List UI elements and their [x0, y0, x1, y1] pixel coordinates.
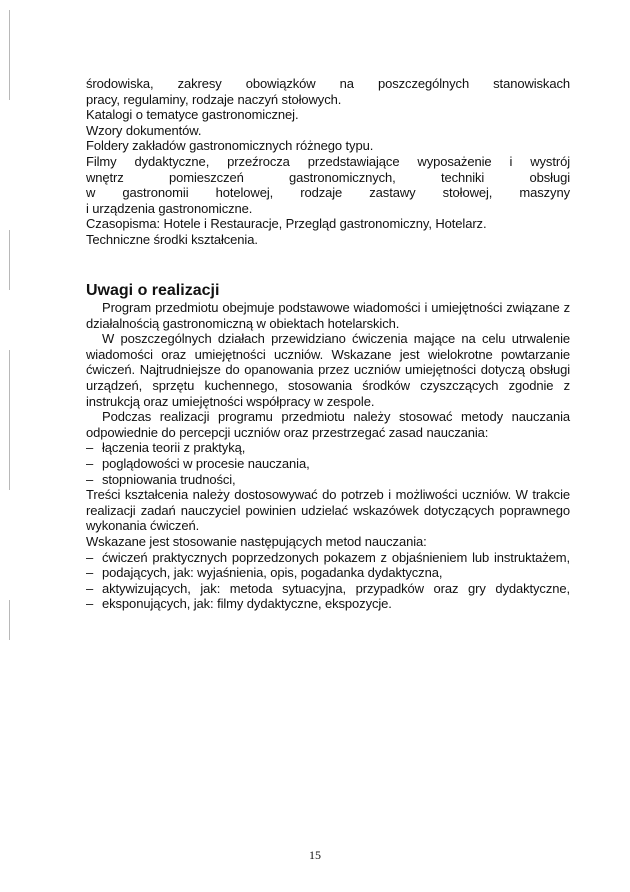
dash-bullet: –	[86, 471, 94, 487]
methods-list	[86, 550, 570, 612]
dash-bullet: –	[86, 455, 94, 471]
dash-bullet: –	[86, 440, 94, 456]
text-line: Filmy dydaktyczne, przeźrocza przedstawiające wyposażenie i wystrój	[86, 153, 570, 169]
dash-bullet: –	[86, 580, 94, 596]
list-item-text: łączenia teorii z praktyką,	[102, 440, 246, 456]
dash-bullet: –	[86, 596, 94, 612]
list-item-text: podających, jak: wyjaśnienia, opis, pogadanka dydaktyczna,	[102, 565, 443, 581]
list-item	[86, 565, 570, 581]
dash-bullet: –	[86, 549, 94, 565]
scan-edge-mark	[9, 230, 10, 290]
list-item-text: ćwiczeń praktycznych poprzedzonych pokazem z objaśnieniem lub instruktażem,	[102, 549, 570, 565]
text-line: w gastronomii hotelowej, rodzaje zastawy stołowej, maszyny	[86, 185, 570, 201]
principles-list	[86, 440, 570, 487]
paragraph-program: Program przedmiotu obejmuje podstawowe wiadomości i umiejętności związane z działalnością gastronomiczną w obiektach hotelarskich.	[86, 300, 570, 331]
text-line: Wzory dokumentów.	[86, 122, 202, 138]
text-line: środowiska, zakresy obowiązków na poszczególnych stanowiskach	[86, 76, 570, 91]
page-number: 15	[309, 848, 321, 862]
text-line: Czasopisma: Hotele i Restauracje, Przegląd gastronomiczny, Hotelarz.	[86, 216, 487, 232]
scan-edge-mark	[9, 10, 10, 100]
text-line: Katalogi o tematyce gastronomicznej.	[86, 107, 299, 123]
list-item-text: eksponujących, jak: filmy dydaktyczne, ekspozycje.	[102, 596, 392, 612]
text-line: Foldery zakładów gastronomicznych różnego typu.	[86, 138, 374, 154]
scan-edge-mark	[9, 350, 10, 490]
section-body	[86, 300, 570, 612]
list-item	[86, 472, 570, 488]
paragraph-methods-intro: Podczas realizacji programu przedmiotu należy stosować metody nauczania odpowiednie do percepcji uczniów oraz przestrzegać zasad nauczania:	[86, 409, 570, 440]
paragraph-content-adaptation: Treści kształcenia należy dostosowywać do potrzeb i możliwości uczniów. W trakcie realizacji zadań nauczyciel powinien udzielać wskazówek dotyczących poprawnego wykonania ćwiczeń.	[86, 487, 570, 534]
list-item	[86, 456, 570, 472]
text-line: wnętrz pomieszczeń gastronomicznych, techniki obsługi	[86, 169, 570, 185]
list-item-text: aktywizujących, jak: metoda sytuacyjna, przypadków oraz gry dydaktyczne,	[102, 580, 570, 596]
list-item-text: poglądowości w procesie nauczania,	[102, 455, 310, 471]
list-item	[86, 581, 570, 597]
list-item	[86, 550, 570, 566]
list-item	[86, 440, 570, 456]
section-heading: Uwagi o realizacji	[86, 282, 220, 299]
text-line: pracy, regulaminy, rodzaje naczyń stołowych.	[86, 91, 342, 107]
text-line: i urządzenia gastronomiczne.	[86, 200, 253, 216]
list-item-text: stopniowania trudności,	[102, 471, 236, 487]
list-item	[86, 596, 570, 612]
paragraph-exercises: W poszczególnych działach przewidziano ćwiczenia mające na celu utrwalenie wiadomości oraz umiejętności uczniów. Wskazane jest wielokrotne powtarzanie ćwiczeń. Najtrudniejsze do opanowania przez uczniów umiejętności dotyczą obsługi urządzeń, sprzętu kuchennego, stosowania środków czyszczących zgodnie z instrukcją oraz umiejętności współpracy w zespole.	[86, 331, 570, 409]
text-line: Techniczne środki kształcenia.	[86, 231, 258, 247]
scan-edge-mark	[9, 600, 10, 640]
resources-list	[86, 76, 570, 248]
dash-bullet: –	[86, 565, 94, 581]
paragraph-recommended-methods: Wskazane jest stosowanie następujących metod nauczania:	[86, 533, 427, 549]
